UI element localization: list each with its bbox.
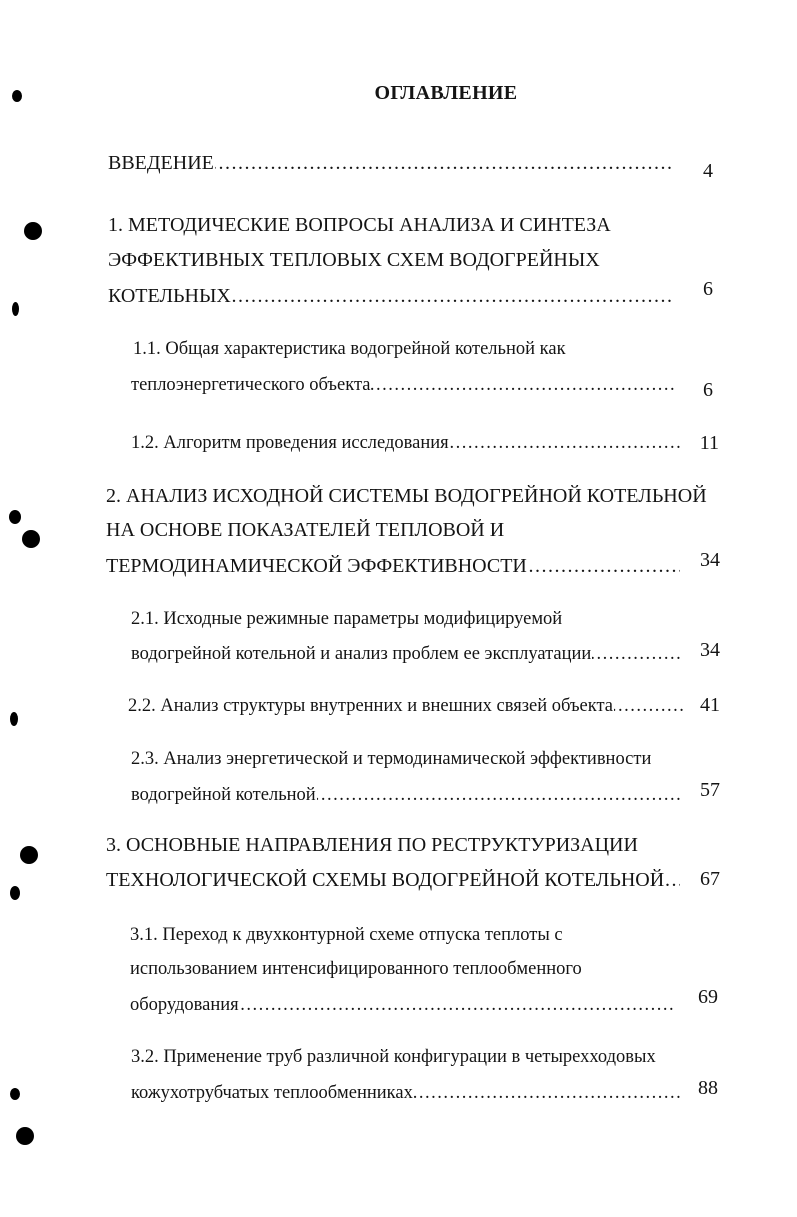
toc-section-3-1-line[interactable]: использованием интенсифицированного теплообменного: [130, 959, 582, 979]
toc-chapter-3-line[interactable]: 3. ОСНОВНЫЕ НАПРАВЛЕНИЯ ПО РЕСТРУКТУРИЗАЦИИ: [106, 834, 638, 856]
punch-hole-mark: [9, 510, 21, 524]
toc-page-number: 34: [700, 549, 720, 571]
toc-entry-text: теплоэнергетического объекта: [131, 375, 371, 395]
toc-chapter-1-line[interactable]: ЭФФЕКТИВНЫХ ТЕПЛОВЫХ СХЕМ ВОДОГРЕЙНЫХ: [108, 249, 600, 271]
toc-chapter-2-line[interactable]: 2. АНАЛИЗ ИСХОДНОЙ СИСТЕМЫ ВОДОГРЕЙНОЙ КОТЕЛЬНОЙ: [106, 485, 707, 507]
toc-section-2-3-line[interactable]: 2.3. Анализ энергетической и термодинамической эффективности: [131, 749, 652, 769]
toc-section-3-2-leader[interactable]: [131, 1081, 683, 1105]
toc-page-number: 6: [703, 278, 713, 300]
toc-section-3-1-line[interactable]: 3.1. Переход к двухконтурной схеме отпуска теплоты с: [130, 925, 563, 945]
punch-hole-mark: [24, 222, 42, 240]
toc-page-number: 11: [699, 432, 719, 454]
toc-section-2-1-line[interactable]: 2.1. Исходные режимные параметры модифицируемой: [131, 609, 563, 629]
toc-entry-text: ТЕРМОДИНАМИЧЕСКОЙ ЭФФЕКТИВНОСТИ: [106, 555, 527, 577]
punch-hole-mark: [10, 1088, 20, 1100]
toc-section-1-2-leader[interactable]: [131, 431, 683, 455]
toc-entry-intro[interactable]: [108, 151, 674, 175]
toc-page-number: 4: [703, 160, 713, 182]
toc-section-3-1-leader[interactable]: [130, 993, 676, 1017]
toc-entry-text: 2.2. Анализ структуры внутренних и внешних связей объекта: [128, 696, 614, 716]
toc-section-1-1-leader[interactable]: [131, 373, 677, 397]
toc-section-2-3-leader[interactable]: [131, 783, 683, 807]
toc-entry-text: ТЕХНОЛОГИЧЕСКОЙ СХЕМЫ ВОДОГРЕЙНОЙ КОТЕЛЬНОЙ: [106, 869, 665, 891]
toc-chapter-2-leader[interactable]: [106, 554, 680, 578]
toc-page-number: 34: [700, 639, 720, 661]
toc-entry-text: кожухотрубчатых теплообменниках: [131, 1083, 413, 1103]
toc-entry-text: оборудования: [130, 995, 239, 1015]
toc-section-3-2-line[interactable]: 3.2. Применение труб различной конфигурации в четырехходовых: [131, 1047, 656, 1067]
punch-hole-mark: [16, 1127, 34, 1145]
toc-page-number: 88: [698, 1077, 718, 1099]
punch-hole-mark: [12, 302, 19, 316]
punch-hole-mark: [22, 530, 40, 548]
toc-section-2-1-leader[interactable]: [131, 642, 683, 666]
punch-hole-mark: [10, 886, 20, 900]
toc-entry-text: ВВЕДЕНИЕ: [108, 152, 214, 174]
punch-hole-mark: [10, 712, 18, 726]
toc-chapter-1-leader[interactable]: [108, 284, 674, 308]
toc-page-number: 41: [700, 694, 720, 716]
page-title: ОГЛАВЛЕНИЕ: [374, 82, 518, 104]
toc-page-number: 57: [700, 779, 720, 801]
toc-section-1-1-line[interactable]: 1.1. Общая характеристика водогрейной котельной как: [133, 339, 566, 359]
toc-entry-text: водогрейной котельной и анализ проблем ее эксплуатации: [131, 644, 592, 664]
toc-chapter-1-line[interactable]: 1. МЕТОДИЧЕСКИЕ ВОПРОСЫ АНАЛИЗА И СИНТЕЗА: [108, 214, 611, 236]
toc-entry-text: водогрейной котельной: [131, 785, 316, 805]
toc-chapter-2-line[interactable]: НА ОСНОВЕ ПОКАЗАТЕЛЕЙ ТЕПЛОВОЙ И: [106, 519, 505, 541]
toc-entry-text: КОТЕЛЬНЫХ: [108, 285, 231, 307]
toc-page-number: 69: [698, 986, 718, 1008]
toc-chapter-3-leader[interactable]: [106, 868, 680, 892]
toc-section-2-2-leader[interactable]: [128, 694, 683, 718]
punch-hole-mark: [20, 846, 38, 864]
toc-page-number: 6: [703, 379, 713, 401]
toc-page-number: 67: [700, 868, 720, 890]
toc-entry-text: 1.2. Алгоритм проведения исследования: [131, 433, 449, 453]
